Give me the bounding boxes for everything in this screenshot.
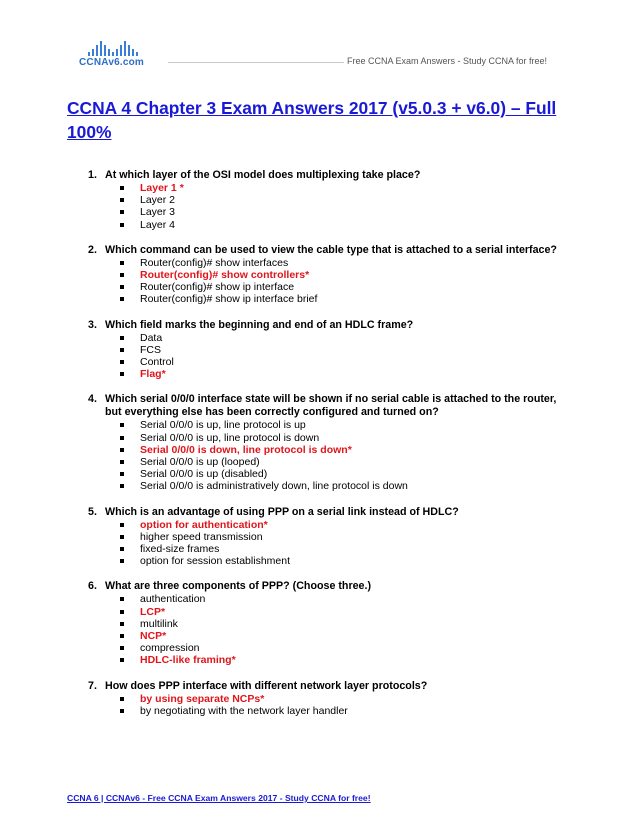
answer-option-text: Serial 0/0/0 is down, line protocol is down* (140, 443, 352, 456)
question-item (88, 393, 558, 492)
square-bullet-icon (120, 709, 124, 713)
answer-option-correct (88, 630, 558, 642)
answer-option-text: fixed-size frames (140, 543, 220, 556)
square-bullet-icon (120, 610, 124, 614)
question-list (88, 169, 558, 730)
answer-option-text: option for session establishment (140, 555, 290, 568)
answer-option-text: Control (140, 356, 174, 369)
question-number: 7. (88, 679, 97, 692)
answer-option (88, 531, 558, 543)
square-bullet-icon (120, 360, 124, 364)
square-bullet-icon (120, 472, 124, 476)
answer-option (88, 419, 558, 431)
square-bullet-icon (120, 523, 124, 527)
answer-options (88, 419, 558, 492)
question-item (88, 169, 558, 231)
square-bullet-icon (120, 448, 124, 452)
answer-option-text: Flag* (140, 368, 166, 381)
answer-option (88, 543, 558, 555)
square-bullet-icon (120, 336, 124, 340)
question-number: 2. (88, 243, 97, 256)
question-number: 5. (88, 505, 97, 518)
answer-option-text: Router(config)# show interfaces (140, 256, 289, 269)
question-text: How does PPP interface with different network layer protocols? (105, 679, 428, 692)
answer-option-text: Router(config)# show ip interface (140, 281, 295, 294)
answer-option-text: higher speed transmission (140, 530, 263, 543)
question-item (88, 680, 558, 717)
answer-option (88, 194, 558, 206)
answer-option (88, 219, 558, 231)
answer-option-correct (88, 654, 558, 666)
answer-option (88, 593, 558, 605)
square-bullet-icon (120, 484, 124, 488)
answer-option-text: Layer 4 (140, 218, 176, 231)
answer-option-text: Serial 0/0/0 is up, line protocol is down (140, 431, 320, 444)
answer-option-text: LCP* (140, 605, 166, 618)
square-bullet-icon (120, 423, 124, 427)
square-bullet-icon (120, 223, 124, 227)
square-bullet-icon (120, 597, 124, 601)
question-number: 3. (88, 318, 97, 331)
square-bullet-icon (120, 697, 124, 701)
answer-option (88, 332, 558, 344)
answer-option (88, 618, 558, 630)
square-bullet-icon (120, 547, 124, 551)
answer-option-text: Router(config)# show controllers* (140, 269, 310, 282)
square-bullet-icon (120, 436, 124, 440)
question-text: Which serial 0/0/0 interface state will be shown if no serial cable is attached to the router, but everything else has been correctly configured and turned on? (105, 393, 557, 419)
square-bullet-icon (120, 622, 124, 626)
question-text: Which command can be used to view the cable type that is attached to a serial interface? (105, 243, 557, 256)
header-tagline: Free CCNA Exam Answers - Study CCNA for free! (347, 56, 548, 66)
square-bullet-icon (120, 348, 124, 352)
answer-option-text: HDLC-like framing* (140, 654, 236, 667)
square-bullet-icon (120, 658, 124, 662)
question-item (88, 506, 558, 568)
square-bullet-icon (120, 186, 124, 190)
answer-option (88, 642, 558, 654)
question-text: Which is an advantage of using PPP on a serial link instead of HDLC? (105, 505, 459, 518)
answer-option-text: multilink (140, 617, 178, 630)
answer-options (88, 593, 558, 666)
question-number: 1. (88, 169, 97, 181)
answer-option-correct (88, 693, 558, 705)
answer-option-text: option for authentication* (140, 518, 268, 531)
square-bullet-icon (120, 261, 124, 265)
answer-option (88, 257, 558, 269)
answer-option-correct (88, 444, 558, 456)
answer-option-text: compression (140, 642, 200, 655)
square-bullet-icon (120, 634, 124, 638)
answer-option (88, 432, 558, 444)
square-bullet-icon (120, 273, 124, 277)
answer-option-text: Layer 2 (140, 194, 176, 207)
question-text: What are three components of PPP? (Choose three.) (105, 580, 372, 593)
answer-option (88, 206, 558, 218)
answer-option-correct (88, 269, 558, 281)
answer-options (88, 182, 558, 231)
page-title[interactable]: CCNA 4 Chapter 3 Exam Answers 2017 (v5.0.3 + v6.0) – Full 100% (67, 98, 557, 142)
logo-text: CCNAv6.com (79, 57, 144, 68)
answer-option-text: authentication (140, 593, 206, 606)
answer-options (88, 332, 558, 381)
square-bullet-icon (120, 535, 124, 539)
answer-option (88, 344, 558, 356)
answer-option-text: by using separate NCPs* (140, 692, 265, 705)
square-bullet-icon (120, 559, 124, 563)
answer-option-text: Data (140, 331, 163, 344)
signal-bars-icon (88, 38, 159, 56)
answer-options (88, 693, 558, 717)
answer-option-text: FCS (140, 343, 161, 356)
answer-options (88, 519, 558, 568)
square-bullet-icon (120, 372, 124, 376)
answer-option-text: Layer 3 (140, 206, 176, 219)
answer-option (88, 705, 558, 717)
question-text: At which layer of the OSI model does multiplexing take place? (105, 169, 421, 181)
question-number: 6. (88, 580, 97, 593)
answer-option-correct (88, 519, 558, 531)
square-bullet-icon (120, 460, 124, 464)
answer-option (88, 456, 558, 468)
answer-option-text: Layer 1 * (140, 182, 184, 194)
answer-option-text: Serial 0/0/0 is up (looped) (140, 456, 260, 469)
answer-option-correct (88, 368, 558, 380)
answer-option (88, 480, 558, 492)
square-bullet-icon (120, 285, 124, 289)
answer-option (88, 555, 558, 567)
answer-option-text: Router(config)# show ip interface brief (140, 293, 318, 306)
question-item (88, 319, 558, 381)
answer-option (88, 281, 558, 293)
question-item (88, 580, 558, 666)
question-text: Which field marks the beginning and end of an HDLC frame? (105, 318, 414, 331)
answer-option-correct (88, 606, 558, 618)
square-bullet-icon (120, 210, 124, 214)
answer-option-text: NCP* (140, 630, 167, 643)
footer-link[interactable]: CCNA 6 | CCNAv6 - Free CCNA Exam Answers 2017 - Study CCNA for free! (67, 793, 371, 803)
answer-option-text: by negotiating with the network layer handler (140, 704, 348, 717)
page-header (0, 0, 638, 78)
question-number: 4. (88, 393, 97, 406)
answer-option (88, 293, 558, 305)
answer-option-text: Serial 0/0/0 is up, line protocol is up (140, 419, 306, 432)
answer-options (88, 257, 558, 306)
answer-option (88, 468, 558, 480)
answer-option-text: Serial 0/0/0 is up (disabled) (140, 468, 268, 481)
answer-option-correct (88, 182, 558, 194)
square-bullet-icon (120, 646, 124, 650)
square-bullet-icon (120, 198, 124, 202)
header-divider (168, 62, 344, 63)
answer-option (88, 356, 558, 368)
site-logo[interactable] (79, 38, 159, 72)
question-item (88, 244, 558, 306)
square-bullet-icon (120, 297, 124, 301)
answer-option-text: Serial 0/0/0 is administratively down, line protocol is down (140, 480, 408, 493)
